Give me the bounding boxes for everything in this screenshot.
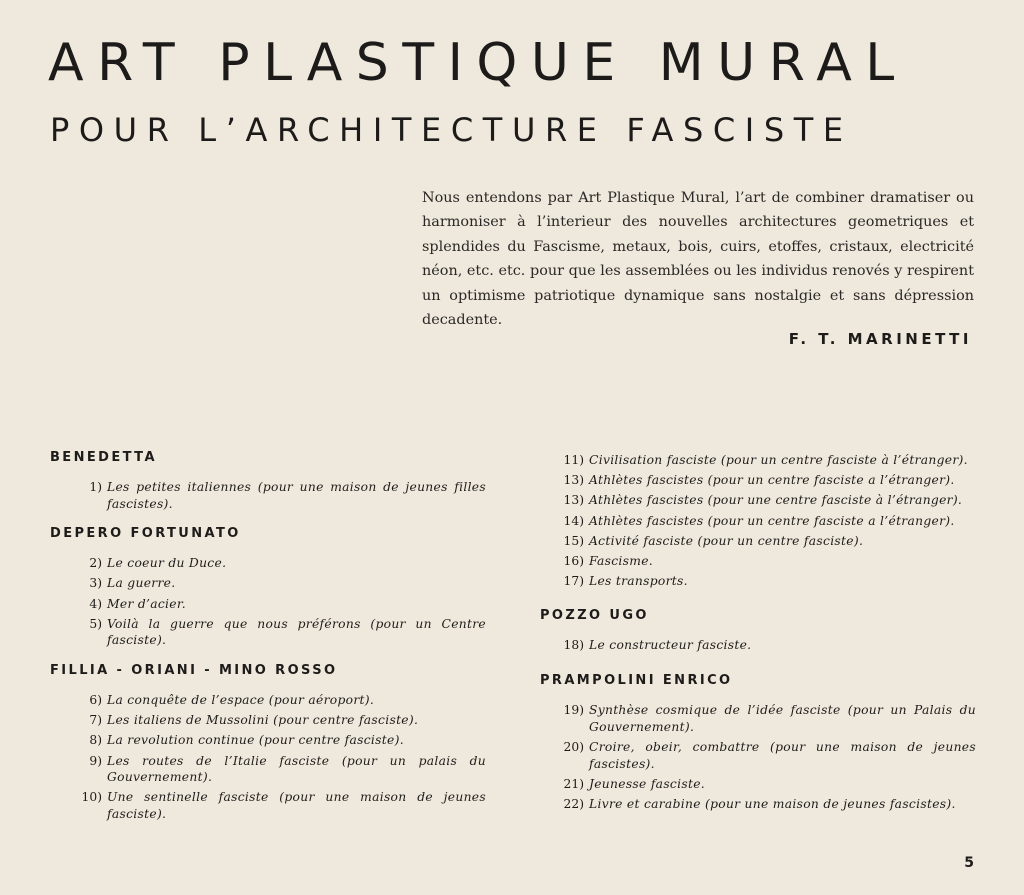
- list-item: [540, 702, 976, 735]
- list-item: [540, 796, 976, 813]
- item-text: Civilisation fasciste (pour un centre fasciste à l’étranger).: [589, 453, 968, 467]
- item-text: La guerre.: [107, 576, 176, 591]
- list-item: [540, 452, 976, 469]
- item-text: Athlètes fascistes (pour une centre fasciste à l’étranger).: [589, 493, 963, 508]
- list-item: [540, 513, 976, 530]
- section-heading: FILLIA - ORIANI - MINO ROSSO: [50, 662, 338, 678]
- intro-paragraph: Nous entendons par Art Plastique Mural, l’art de combiner dramatiser ou harmoniser à l’interieur des nouvelles architectures geometriques et splendides du Fascisme, metaux, bois, cuirs, etoffes, cristaux, electricité néon, etc. etc. pour que les assemblées ou les individus renovés y respirent un optimisme patriotique dynamique sans nostalgie et sans dépression decadente.: [422, 190, 974, 329]
- item-text: Livre et carabine (pour une maison de jeunes fascistes).: [589, 797, 956, 812]
- section-continued: [540, 452, 976, 590]
- item-number: 6): [89, 692, 102, 707]
- item-text: Voilà la guerre que nous préférons (pour un Centre fasciste).: [107, 616, 486, 648]
- section-fillia-oriani-mino-rosso: [50, 663, 486, 823]
- list-item: [50, 789, 486, 822]
- item-text: Croire, obeir, combattre (pour une maison de jeunes fascistes).: [589, 740, 976, 771]
- item-text: Activité fasciste (pour un centre fasciste).: [589, 533, 864, 548]
- item-text: Athlètes fascistes (pour un centre fasciste a l’étranger).: [589, 473, 955, 488]
- item-number: 5): [89, 616, 102, 631]
- page-title: ART PLASTIQUE MURAL: [48, 33, 908, 93]
- item-number: 4): [89, 596, 102, 611]
- item-text: Les transports.: [589, 574, 688, 589]
- page-subtitle: POUR L’ARCHITECTURE FASCISTE: [50, 111, 853, 149]
- item-text: Le coeur du Duce.: [107, 556, 227, 571]
- list-item: [50, 616, 486, 649]
- item-number: 20): [563, 740, 584, 755]
- item-number: 2): [89, 556, 102, 571]
- item-text: Jeunesse fasciste.: [589, 776, 705, 791]
- list-item: [540, 533, 976, 550]
- section-pozzo-ugo: [540, 608, 976, 654]
- item-text: Les routes de l’Italie fasciste (pour un palais du Gouvernement).: [107, 753, 486, 785]
- list-item: [540, 472, 976, 489]
- item-number: 10): [81, 790, 102, 805]
- item-number: 8): [89, 733, 102, 748]
- list-item: [50, 575, 486, 592]
- item-number: 13): [563, 493, 584, 508]
- section-heading: DEPERO FORTUNATO: [50, 526, 241, 542]
- item-number: 15): [563, 533, 584, 548]
- section-heading: POZZO UGO: [540, 607, 649, 623]
- section-benedetta: [50, 450, 486, 512]
- item-text: Mer d’acier.: [107, 596, 186, 611]
- page-number: 5: [964, 855, 974, 871]
- item-number: 21): [563, 776, 584, 791]
- item-number: 1): [89, 480, 102, 494]
- item-text: La conquête de l’espace (pour aéroport).: [107, 692, 375, 707]
- item-text: Une sentinelle fasciste (pour une maison de jeunes fasciste).: [107, 790, 486, 821]
- left-column: [50, 450, 486, 836]
- list-item: [540, 637, 976, 654]
- item-text: Les petites italiennes (pour une maison de jeunes filles fascistes).: [107, 480, 486, 511]
- item-number: 22): [563, 797, 584, 812]
- list-item: [50, 596, 486, 613]
- item-number: 11): [563, 453, 584, 467]
- item-number: 16): [563, 553, 584, 568]
- list-item: [50, 555, 486, 572]
- section-depero-fortunato: [50, 526, 486, 649]
- item-number: 9): [89, 753, 102, 768]
- item-text: La revolution continue (pour centre fasciste).: [107, 733, 404, 748]
- item-number: 18): [563, 637, 584, 652]
- item-text: Fascisme.: [589, 553, 654, 568]
- item-number: 7): [89, 713, 102, 728]
- item-text: Athlètes fascistes (pour un centre fasciste a l’étranger).: [589, 513, 955, 528]
- item-number: 14): [563, 513, 584, 528]
- list-item: [540, 776, 976, 793]
- item-number: 13): [563, 473, 584, 488]
- list-item: [540, 492, 976, 509]
- list-item: [50, 479, 486, 512]
- author-signature: F. T. MARINETTI: [788, 330, 972, 348]
- item-number: 3): [89, 576, 102, 591]
- list-item: [50, 712, 486, 729]
- list-item: [540, 739, 976, 772]
- item-number: 17): [563, 574, 584, 589]
- section-prampolini-enrico: [540, 673, 976, 812]
- list-item: [50, 732, 486, 749]
- item-number: 19): [563, 703, 584, 718]
- list-item: [540, 553, 976, 570]
- list-item: [540, 573, 976, 590]
- right-column: [540, 452, 976, 827]
- list-item: [50, 692, 486, 709]
- section-heading: PRAMPOLINI ENRICO: [540, 673, 733, 689]
- item-text: Les italiens de Mussolini (pour centre fasciste).: [107, 713, 419, 728]
- list-item: [50, 753, 486, 786]
- item-text: Le constructeur fasciste.: [589, 637, 752, 652]
- section-heading: BENEDETTA: [50, 450, 157, 465]
- item-text: Synthèse cosmique de l’idée fasciste (pour un Palais du Gouvernement).: [589, 703, 976, 734]
